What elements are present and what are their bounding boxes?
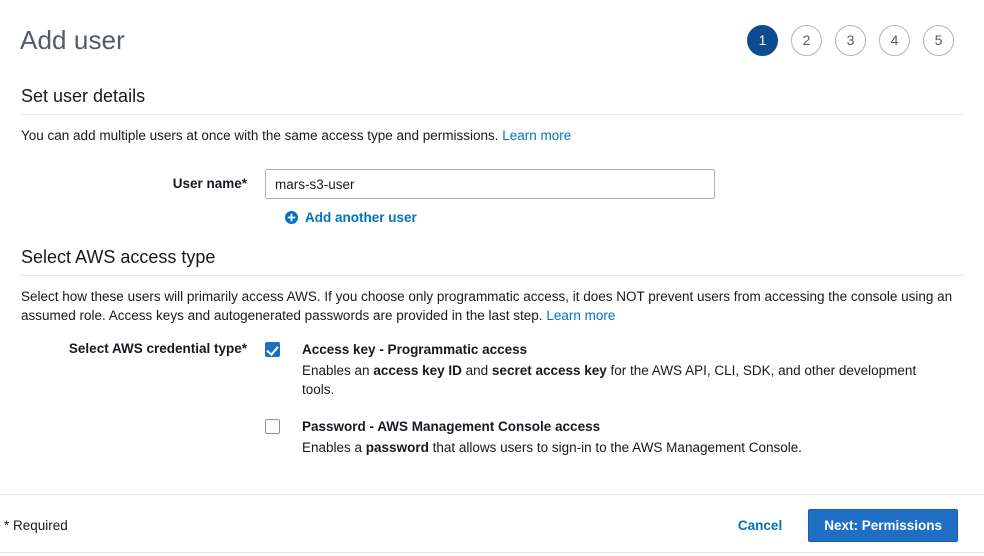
option-console-access[interactable] xyxy=(265,417,964,457)
user-details-description xyxy=(21,126,964,145)
step-5[interactable]: 5 xyxy=(923,25,954,56)
username-label: User name* xyxy=(172,176,247,191)
credential-type-label: Select AWS credential type* xyxy=(68,341,247,356)
access-type-description xyxy=(21,287,964,325)
option-programmatic-access-description xyxy=(302,361,952,399)
user-details-description-text: You can add multiple users at once with the same access type and permissions. xyxy=(21,128,503,143)
add-another-user-button[interactable] xyxy=(285,210,417,225)
username-input[interactable] xyxy=(265,169,715,199)
step-4[interactable]: 4 xyxy=(879,25,910,56)
username-row xyxy=(20,169,964,199)
wizard-body xyxy=(0,86,984,475)
learn-more-link-access-type[interactable]: Learn more xyxy=(546,308,616,323)
divider-user-details xyxy=(20,114,964,115)
option-console-access-text xyxy=(302,417,802,457)
opt0-text2: and xyxy=(461,363,492,378)
step-indicator xyxy=(747,25,954,56)
opt0-text3: for the AWS API, CLI, SDK, and other development tools. xyxy=(302,363,917,397)
wizard-header xyxy=(0,0,984,64)
section-title-access-type: Select AWS access type xyxy=(21,247,216,267)
opt0-text1: Enables an xyxy=(302,363,374,378)
opt1-bold1: password xyxy=(365,440,429,455)
step-2[interactable]: 2 xyxy=(791,25,822,56)
access-type-description-line1: Select how these users will primarily access AWS. If you choose only programmatic access, it does NOT prevent users from accessing the console using xyxy=(21,289,934,304)
section-title-user-details: Set user details xyxy=(21,86,146,106)
divider-access-type xyxy=(20,275,964,276)
opt1-text2: that allows users to sign-in to the AWS Management Console. xyxy=(428,440,803,455)
cancel-button[interactable]: Cancel xyxy=(732,517,788,534)
option-console-access-title: Password - AWS Management Console access xyxy=(302,419,601,434)
option-programmatic-access[interactable] xyxy=(265,340,964,399)
opt0-bold2: secret access key xyxy=(491,363,607,378)
option-programmatic-access-title: Access key - Programmatic access xyxy=(302,342,528,357)
access-type-description-line2: an assumed role. Access keys and autogenerated passwords are provided in the last step. xyxy=(21,289,953,323)
credential-type-options xyxy=(265,340,964,475)
checkbox-console-access[interactable] xyxy=(265,419,280,434)
next-permissions-button[interactable]: Next: Permissions xyxy=(808,509,958,542)
add-another-user-label: Add another user xyxy=(305,210,417,225)
learn-more-link-user-details[interactable]: Learn more xyxy=(502,128,572,143)
page-title: Add user xyxy=(20,24,125,55)
step-1[interactable]: 1 xyxy=(747,25,778,56)
step-3[interactable]: 3 xyxy=(835,25,866,56)
opt1-text1: Enables a xyxy=(302,440,366,455)
option-console-access-description xyxy=(302,438,802,457)
footer-actions xyxy=(732,509,958,542)
option-programmatic-access-text xyxy=(302,340,952,399)
credential-type-block xyxy=(20,340,964,475)
opt0-bold1: access key ID xyxy=(373,363,462,378)
required-note: * Required xyxy=(4,518,68,533)
wizard-footer xyxy=(0,494,984,556)
plus-circle-icon xyxy=(285,211,298,224)
checkbox-programmatic-access[interactable] xyxy=(265,342,280,357)
bottom-strip xyxy=(0,552,984,556)
